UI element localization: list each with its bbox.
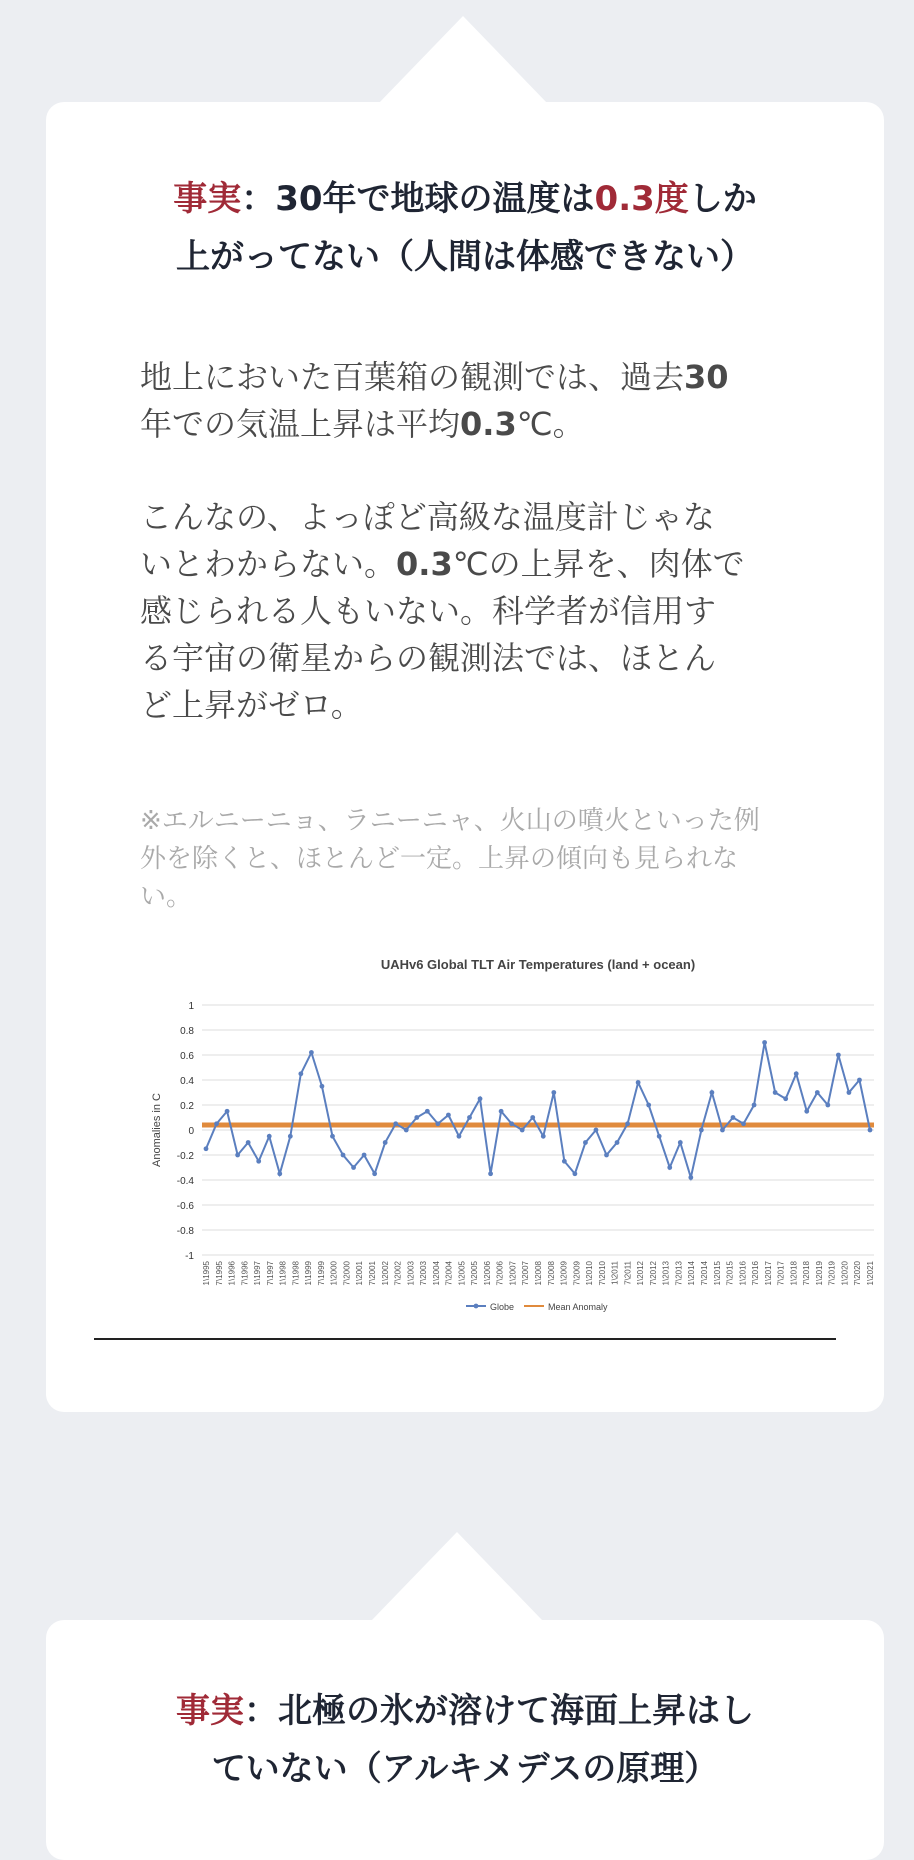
x-tick-label: 1\2006 bbox=[482, 1261, 492, 1286]
fact-label: 事実 bbox=[173, 179, 242, 219]
y-tick-label: -1 bbox=[185, 1251, 194, 1262]
y-tick-label: 1 bbox=[188, 1001, 194, 1012]
x-tick-label: 7\1999 bbox=[316, 1261, 326, 1286]
x-tick-label: 1\2018 bbox=[789, 1261, 799, 1286]
paragraph-explanation: こんなの、よっぽど高級な温度計じゃな いとわからない。0.3℃の上昇を、肉体で 感じられる人もいない。科学者が信用す る宇宙の衛星からの観測法では、ほとん ど上昇がゼロ。 bbox=[140, 498, 745, 724]
data-point bbox=[604, 1153, 609, 1158]
fact-card-sea-level bbox=[46, 1620, 884, 1860]
x-tick-label: 7\2010 bbox=[597, 1261, 607, 1286]
data-point bbox=[541, 1134, 546, 1139]
x-tick-label: 1\2008 bbox=[534, 1261, 543, 1286]
data-point bbox=[351, 1165, 356, 1170]
y-tick-label: -0.6 bbox=[176, 1201, 194, 1212]
data-point bbox=[646, 1103, 651, 1108]
data-point bbox=[720, 1128, 725, 1133]
x-tick-label: 7\1997 bbox=[265, 1261, 275, 1286]
x-tick-label: 7\2007 bbox=[521, 1261, 531, 1286]
data-point bbox=[636, 1080, 641, 1085]
data-point bbox=[530, 1115, 535, 1120]
card-pointer-top bbox=[372, 1532, 542, 1620]
data-point bbox=[309, 1050, 314, 1055]
y-tick-label: -0.4 bbox=[176, 1176, 194, 1187]
data-point bbox=[731, 1115, 736, 1120]
data-point bbox=[657, 1134, 662, 1139]
data-point bbox=[372, 1171, 377, 1176]
x-tick-label: 7\2003 bbox=[419, 1261, 429, 1286]
x-tick-label: 7\2014 bbox=[700, 1261, 709, 1286]
chart-title: UAHv6 Global TLT Air Temperatures (land + ocean) bbox=[380, 957, 696, 972]
data-point bbox=[752, 1103, 757, 1108]
data-point bbox=[520, 1128, 525, 1133]
y-tick-label: 0.4 bbox=[180, 1076, 194, 1087]
card-pointer-top bbox=[378, 16, 548, 104]
x-tick-label: 7\2012 bbox=[648, 1261, 658, 1286]
data-point bbox=[667, 1165, 672, 1170]
data-point bbox=[267, 1134, 272, 1139]
data-point bbox=[246, 1140, 251, 1145]
chart-svg bbox=[94, 947, 874, 1317]
data-point bbox=[383, 1140, 388, 1145]
x-tick-label: 7\2017 bbox=[776, 1261, 786, 1286]
fact-card-temperature bbox=[46, 102, 884, 1412]
data-point bbox=[341, 1153, 346, 1158]
paragraph-observation: 地上においた百葉箱の観測では、過去30 年での気温上昇は平均0.3℃。 bbox=[140, 358, 729, 443]
data-point bbox=[478, 1096, 483, 1101]
data-point bbox=[741, 1121, 746, 1126]
x-tick-label: 1\2001 bbox=[355, 1261, 365, 1286]
x-tick-label: 1\2010 bbox=[585, 1261, 595, 1286]
data-point bbox=[404, 1128, 409, 1133]
x-tick-label: 1\2020 bbox=[840, 1261, 850, 1286]
x-tick-label: 7\1996 bbox=[240, 1261, 250, 1286]
divider bbox=[94, 1338, 836, 1340]
x-tick-label: 1\1996 bbox=[227, 1261, 237, 1286]
x-tick-label: 7\2001 bbox=[368, 1261, 377, 1286]
data-point bbox=[572, 1171, 577, 1176]
data-point bbox=[435, 1121, 440, 1126]
x-tick-label: 7\2002 bbox=[393, 1261, 403, 1286]
x-tick-label: 1\2005 bbox=[457, 1261, 467, 1286]
data-point bbox=[225, 1109, 230, 1114]
fact-headline: 事実：30年で地球の温度は0.3度しか 上がってない（人間は体感できない） bbox=[173, 179, 757, 277]
x-tick-label: 1\2007 bbox=[508, 1261, 518, 1286]
y-tick-label: -0.2 bbox=[176, 1151, 194, 1162]
data-point bbox=[298, 1071, 303, 1076]
data-point bbox=[214, 1121, 219, 1126]
x-tick-label: 1\2011 bbox=[610, 1261, 620, 1285]
series-globe-line bbox=[206, 1043, 870, 1178]
data-point bbox=[509, 1121, 514, 1126]
data-point bbox=[699, 1128, 704, 1133]
footnote: ※エルニーニョ、ラニーニャ、火山の噴火といった例 外を除くと、ほとんど一定。上昇の傾向も見られな い。 bbox=[140, 806, 760, 912]
data-point bbox=[804, 1109, 809, 1114]
data-point bbox=[794, 1071, 799, 1076]
x-tick-label: 1\2019 bbox=[814, 1261, 824, 1286]
x-tick-label: 7\2000 bbox=[342, 1261, 352, 1286]
x-tick-label: 1\2016 bbox=[738, 1261, 748, 1286]
x-tick-label: 1\2003 bbox=[406, 1261, 416, 1286]
x-tick-label: 7\2006 bbox=[495, 1261, 505, 1286]
data-point bbox=[836, 1053, 841, 1058]
x-tick-label: 7\2008 bbox=[546, 1261, 556, 1286]
legend-globe-marker bbox=[474, 1304, 479, 1309]
x-tick-label: 1\1998 bbox=[278, 1261, 288, 1286]
x-tick-label: 1\2015 bbox=[712, 1261, 722, 1286]
temperature-chart bbox=[94, 947, 875, 1312]
data-point bbox=[362, 1153, 367, 1158]
data-point bbox=[256, 1159, 261, 1164]
x-tick-label: 7\2015 bbox=[725, 1261, 735, 1286]
data-point bbox=[499, 1109, 504, 1114]
data-point bbox=[625, 1121, 630, 1126]
data-point bbox=[594, 1128, 599, 1133]
x-tick-label: 1\2021 bbox=[866, 1261, 875, 1286]
data-point bbox=[288, 1134, 293, 1139]
data-point bbox=[551, 1090, 556, 1095]
data-point bbox=[678, 1140, 683, 1145]
x-tick-label: 7\2019 bbox=[827, 1261, 837, 1286]
data-point bbox=[825, 1103, 830, 1108]
x-tick-label: 1\1999 bbox=[304, 1261, 314, 1286]
x-tick-label: 7\2020 bbox=[853, 1261, 863, 1286]
data-point bbox=[467, 1115, 472, 1120]
x-tick-label: 1\2002 bbox=[380, 1261, 390, 1286]
data-point bbox=[235, 1153, 240, 1158]
data-point bbox=[868, 1128, 873, 1133]
x-tick-label: 7\2011 bbox=[623, 1261, 633, 1285]
data-point bbox=[615, 1140, 620, 1145]
x-tick-label: 1\2012 bbox=[636, 1261, 646, 1286]
x-tick-label: 1\2009 bbox=[559, 1261, 569, 1286]
data-point bbox=[488, 1171, 493, 1176]
data-point bbox=[773, 1090, 778, 1095]
data-point bbox=[446, 1113, 451, 1118]
legend-mean-label: Mean Anomaly bbox=[548, 1302, 608, 1312]
data-point bbox=[457, 1134, 462, 1139]
data-point bbox=[710, 1090, 715, 1095]
data-point bbox=[857, 1078, 862, 1083]
x-tick-label: 1\1997 bbox=[253, 1261, 263, 1286]
data-point bbox=[847, 1090, 852, 1095]
fact-label: 事実 bbox=[176, 1691, 244, 1731]
y-axis-label: Anomalies in C bbox=[151, 1093, 163, 1167]
x-tick-label: 7\1998 bbox=[291, 1261, 301, 1286]
data-point bbox=[393, 1121, 398, 1126]
data-point bbox=[425, 1109, 430, 1114]
x-tick-label: 7\2005 bbox=[470, 1261, 480, 1286]
data-point bbox=[783, 1096, 788, 1101]
x-tick-label: 1\2014 bbox=[687, 1261, 697, 1286]
data-point bbox=[320, 1084, 325, 1089]
legend-globe-label: Globe bbox=[490, 1302, 515, 1312]
y-tick-label: 0.2 bbox=[180, 1101, 194, 1112]
data-point bbox=[414, 1115, 419, 1120]
y-tick-label: 0.6 bbox=[180, 1051, 194, 1062]
data-point bbox=[277, 1171, 282, 1176]
x-tick-label: 7\2016 bbox=[751, 1261, 761, 1286]
data-point bbox=[688, 1175, 693, 1180]
y-tick-label: 0.8 bbox=[180, 1026, 194, 1037]
data-point bbox=[562, 1159, 567, 1164]
x-tick-label: 1\1995 bbox=[202, 1261, 211, 1286]
x-tick-label: 7\2004 bbox=[444, 1261, 454, 1286]
x-tick-label: 1\2000 bbox=[329, 1261, 339, 1286]
x-tick-label: 7\1995 bbox=[214, 1261, 224, 1286]
data-point bbox=[815, 1090, 820, 1095]
x-tick-label: 1\2017 bbox=[763, 1261, 773, 1286]
x-tick-label: 1\2004 bbox=[431, 1261, 441, 1286]
y-tick-label: 0 bbox=[188, 1126, 194, 1137]
y-tick-label: -0.8 bbox=[176, 1226, 194, 1237]
highlight-value: 0.3度 bbox=[594, 179, 689, 219]
data-point bbox=[762, 1040, 767, 1045]
fact-headline: 事実：北極の氷が溶けて海面上昇はし ていない（アルキメデスの原理） bbox=[176, 1691, 754, 1789]
x-tick-label: 1\2013 bbox=[661, 1261, 671, 1286]
x-tick-label: 7\2018 bbox=[802, 1261, 812, 1286]
data-point bbox=[583, 1140, 588, 1145]
x-tick-label: 7\2013 bbox=[674, 1261, 684, 1286]
data-point bbox=[330, 1134, 335, 1139]
x-tick-label: 7\2009 bbox=[572, 1261, 582, 1286]
data-point bbox=[204, 1146, 209, 1151]
